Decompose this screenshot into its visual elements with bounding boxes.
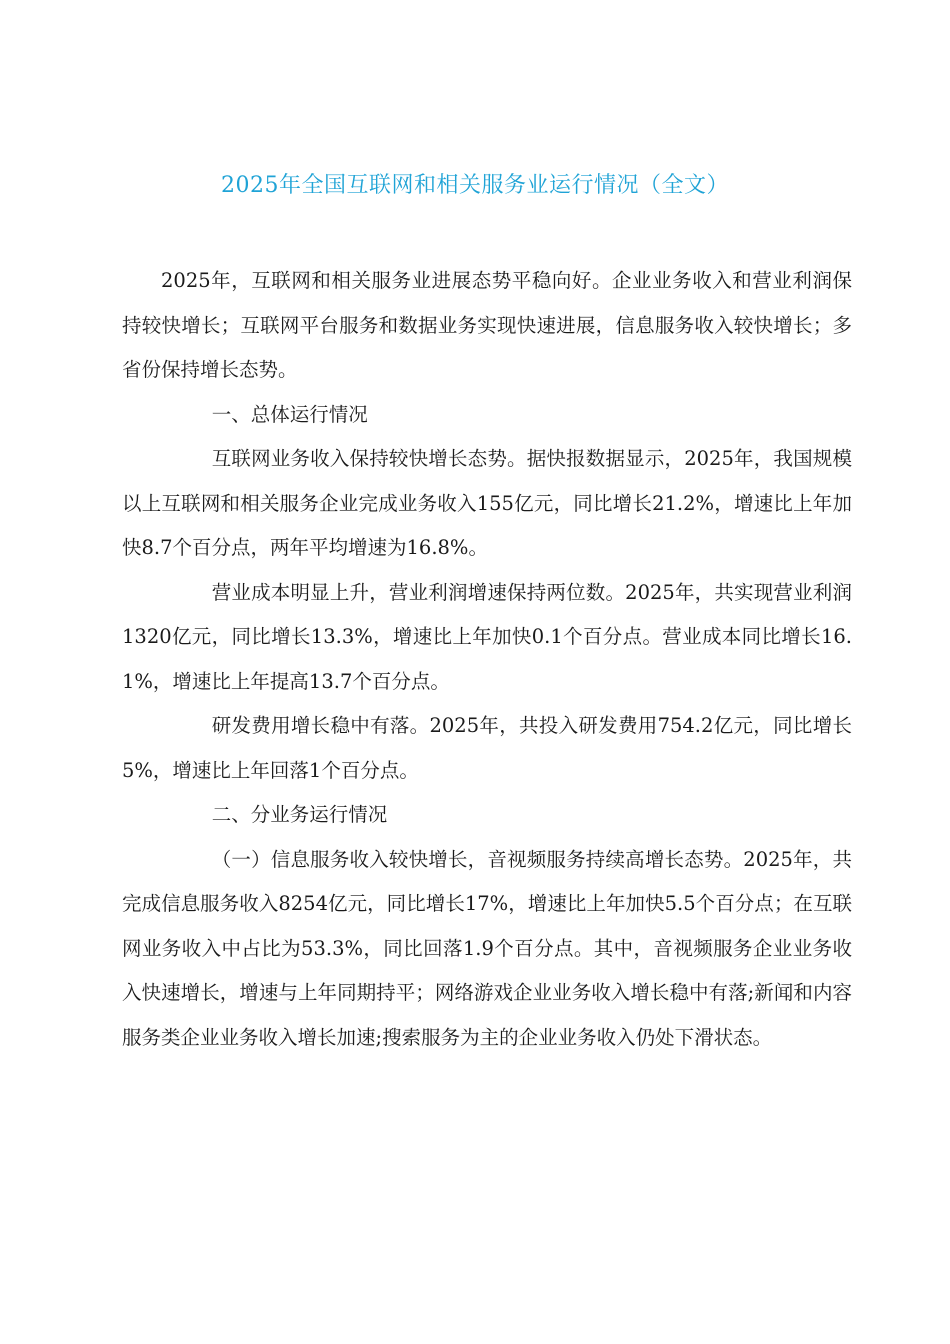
intro-paragraph: 2025年，互联网和相关服务业进展态势平稳向好。企业业务收入和营业利润保持较快增长；互联网平台服务和数据业务实现快速进展，信息服务收入较快增长；多省份保持增长态势。 — [122, 269, 852, 381]
section-2-heading: 二、分业务运行情况 — [211, 803, 388, 826]
section-2-paragraph-1: （一）信息服务收入较快增长，音视频服务持续高增长态势。2025年，共完成信息服务收入8254亿元，同比增长17%，增速比上年加快5.5个百分点；在互联网业务收入中占比为53.3%，同比回落1.9个百分点。其中，音视频服务企业业务收入快速增长，增速与上年同期持平；网络游戏企业业务收入增长稳中有落;新闻和内容服务类企业业务收入增长加速;搜索服务为主的企业业务收入仍处下滑状态。 — [122, 847, 852, 1049]
section-1-heading: 一、总体运行情况 — [211, 402, 368, 426]
document-title: 2025年全国互联网和相关服务业运行情况（全文） — [221, 173, 729, 198]
section-1-paragraph-1: 互联网业务收入保持较快增长态势。据快报数据显示，2025年，我国规模以上互联网和相关服务企业完成业务收入155亿元，同比增长21.2%，增速比上年加快8.7个百分点，两年平均增速为16.8%。 — [122, 447, 852, 559]
section-1-paragraph-2: 营业成本明显上升，营业利润增速保持两位数。2025年，共实现营业利润1320亿元，同比增长13.3%，增速比上年加快0.1个百分点。营业成本同比增长16.1%，增速比上年提高13.7个百分点。 — [122, 580, 852, 693]
document-body — [122, 259, 852, 1060]
section-1-paragraph-3: 研发费用增长稳中有落。2025年，共投入研发费用754.2亿元，同比增长5%，增速比上年回落1个百分点。 — [122, 714, 852, 782]
